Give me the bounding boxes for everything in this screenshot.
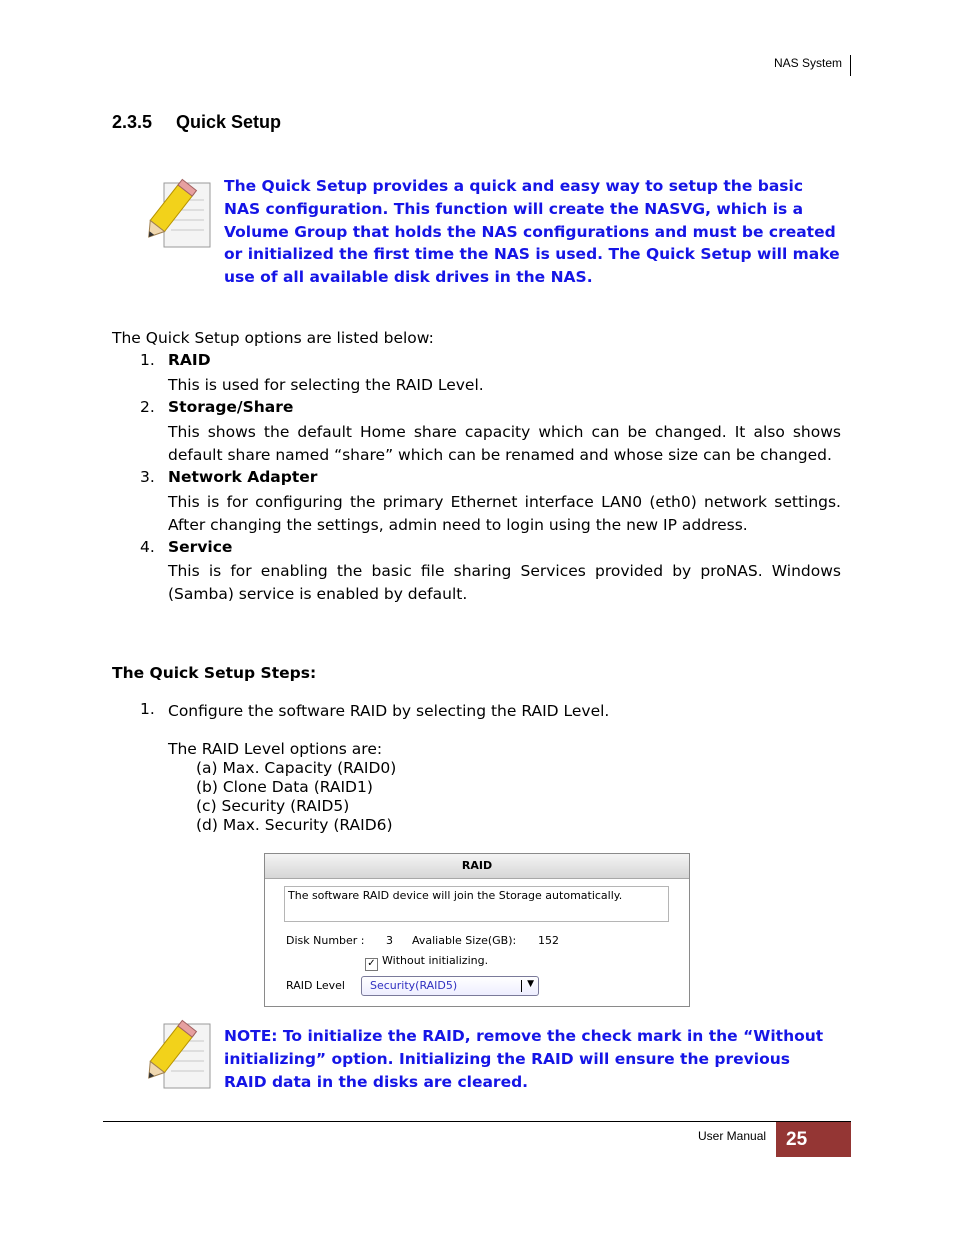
raid-option: (d) Max. Security (RAID6) <box>196 816 393 834</box>
list-number: 4. <box>140 538 155 556</box>
page-number-box <box>776 1122 851 1157</box>
raid-option: (a) Max. Capacity (RAID0) <box>196 759 397 777</box>
note-pencil-icon <box>138 178 214 250</box>
dialog-message: The software RAID device will join the Storage automatically. <box>284 886 669 922</box>
note-intro <box>224 175 854 289</box>
note-line: NAS configuration. This function will create the NASVG, which is a <box>224 199 804 218</box>
steps-heading: The Quick Setup Steps: <box>112 664 317 682</box>
step-number: 1. <box>140 700 155 718</box>
footer-divider <box>103 1121 851 1122</box>
list-number: 1. <box>140 351 155 369</box>
available-size-label: Avaliable Size(GB): <box>412 934 517 947</box>
raid-dialog <box>264 853 690 1007</box>
section-heading <box>112 112 281 133</box>
note-raid-init <box>224 1025 854 1093</box>
list-item-title: Service <box>168 538 233 556</box>
chevron-down-icon[interactable]: ▼ <box>527 979 534 989</box>
raid-options-intro: The RAID Level options are: <box>168 740 383 758</box>
note-line: use of all available disk drives in the NAS. <box>224 268 593 287</box>
raid-level-value: Security(RAID5) <box>370 979 458 992</box>
without-initializing-option[interactable] <box>365 954 488 971</box>
list-item-desc: This is for configuring the primary Ethernet interface LAN0 (eth0) network settings. After changing the settings, admin need to login using the new IP address. <box>168 493 841 534</box>
note-line: initializing” option. Initializing the RAID will ensure the previous <box>224 1049 790 1068</box>
page-number: 25 <box>786 1129 808 1150</box>
running-header: NAS System <box>773 56 842 70</box>
raid-option: (b) Clone Data (RAID1) <box>196 778 373 796</box>
disk-number-label: Disk Number : <box>286 934 365 947</box>
list-item-desc: This is for enabling the basic file sharing Services provided by proNAS. Windows (Samba) service is enabled by default. <box>168 562 841 603</box>
list-item-title: RAID <box>168 351 211 369</box>
note-line: RAID data in the disks are cleared. <box>224 1072 529 1091</box>
list-number: 2. <box>140 398 155 416</box>
note-line: The Quick Setup provides a quick and easy way to setup the basic <box>224 177 804 195</box>
step-text: Configure the software RAID by selecting the RAID Level. <box>168 702 610 720</box>
note-line: NOTE: To initialize the RAID, remove the check mark in the “Without <box>224 1027 824 1045</box>
disk-number-value: 3 <box>386 934 393 947</box>
note-line: Volume Group that holds the NAS configurations and must be created <box>224 222 836 241</box>
footer-label: User Manual <box>698 1129 767 1143</box>
list-item-desc: This is used for selecting the RAID Level. <box>168 376 484 394</box>
checkbox-label: Without initializing. <box>382 954 489 967</box>
list-item-title: Storage/Share <box>168 398 294 416</box>
note-pencil-icon <box>138 1019 214 1091</box>
select-separator <box>521 980 522 992</box>
list-number: 3. <box>140 468 155 486</box>
list-item-desc: This shows the default Home share capacity which can be changed. It also shows default share named “share” which can be renamed and whose size can be changed. <box>168 423 841 464</box>
section-number: 2.3.5 <box>112 112 153 132</box>
raid-level-select[interactable] <box>361 976 539 996</box>
checkbox-check-icon[interactable]: ✓ <box>365 958 378 971</box>
header-divider <box>850 55 851 76</box>
list-item-title: Network Adapter <box>168 468 318 486</box>
note-line: or initialized the first time the NAS is used. The Quick Setup will make <box>224 245 840 264</box>
section-title: Quick Setup <box>176 112 282 132</box>
available-size-value: 152 <box>538 934 559 947</box>
raid-level-label: RAID Level <box>286 979 345 992</box>
options-intro: The Quick Setup options are listed below: <box>112 329 434 347</box>
raid-option: (c) Security (RAID5) <box>196 797 350 815</box>
dialog-title: RAID <box>265 854 689 879</box>
